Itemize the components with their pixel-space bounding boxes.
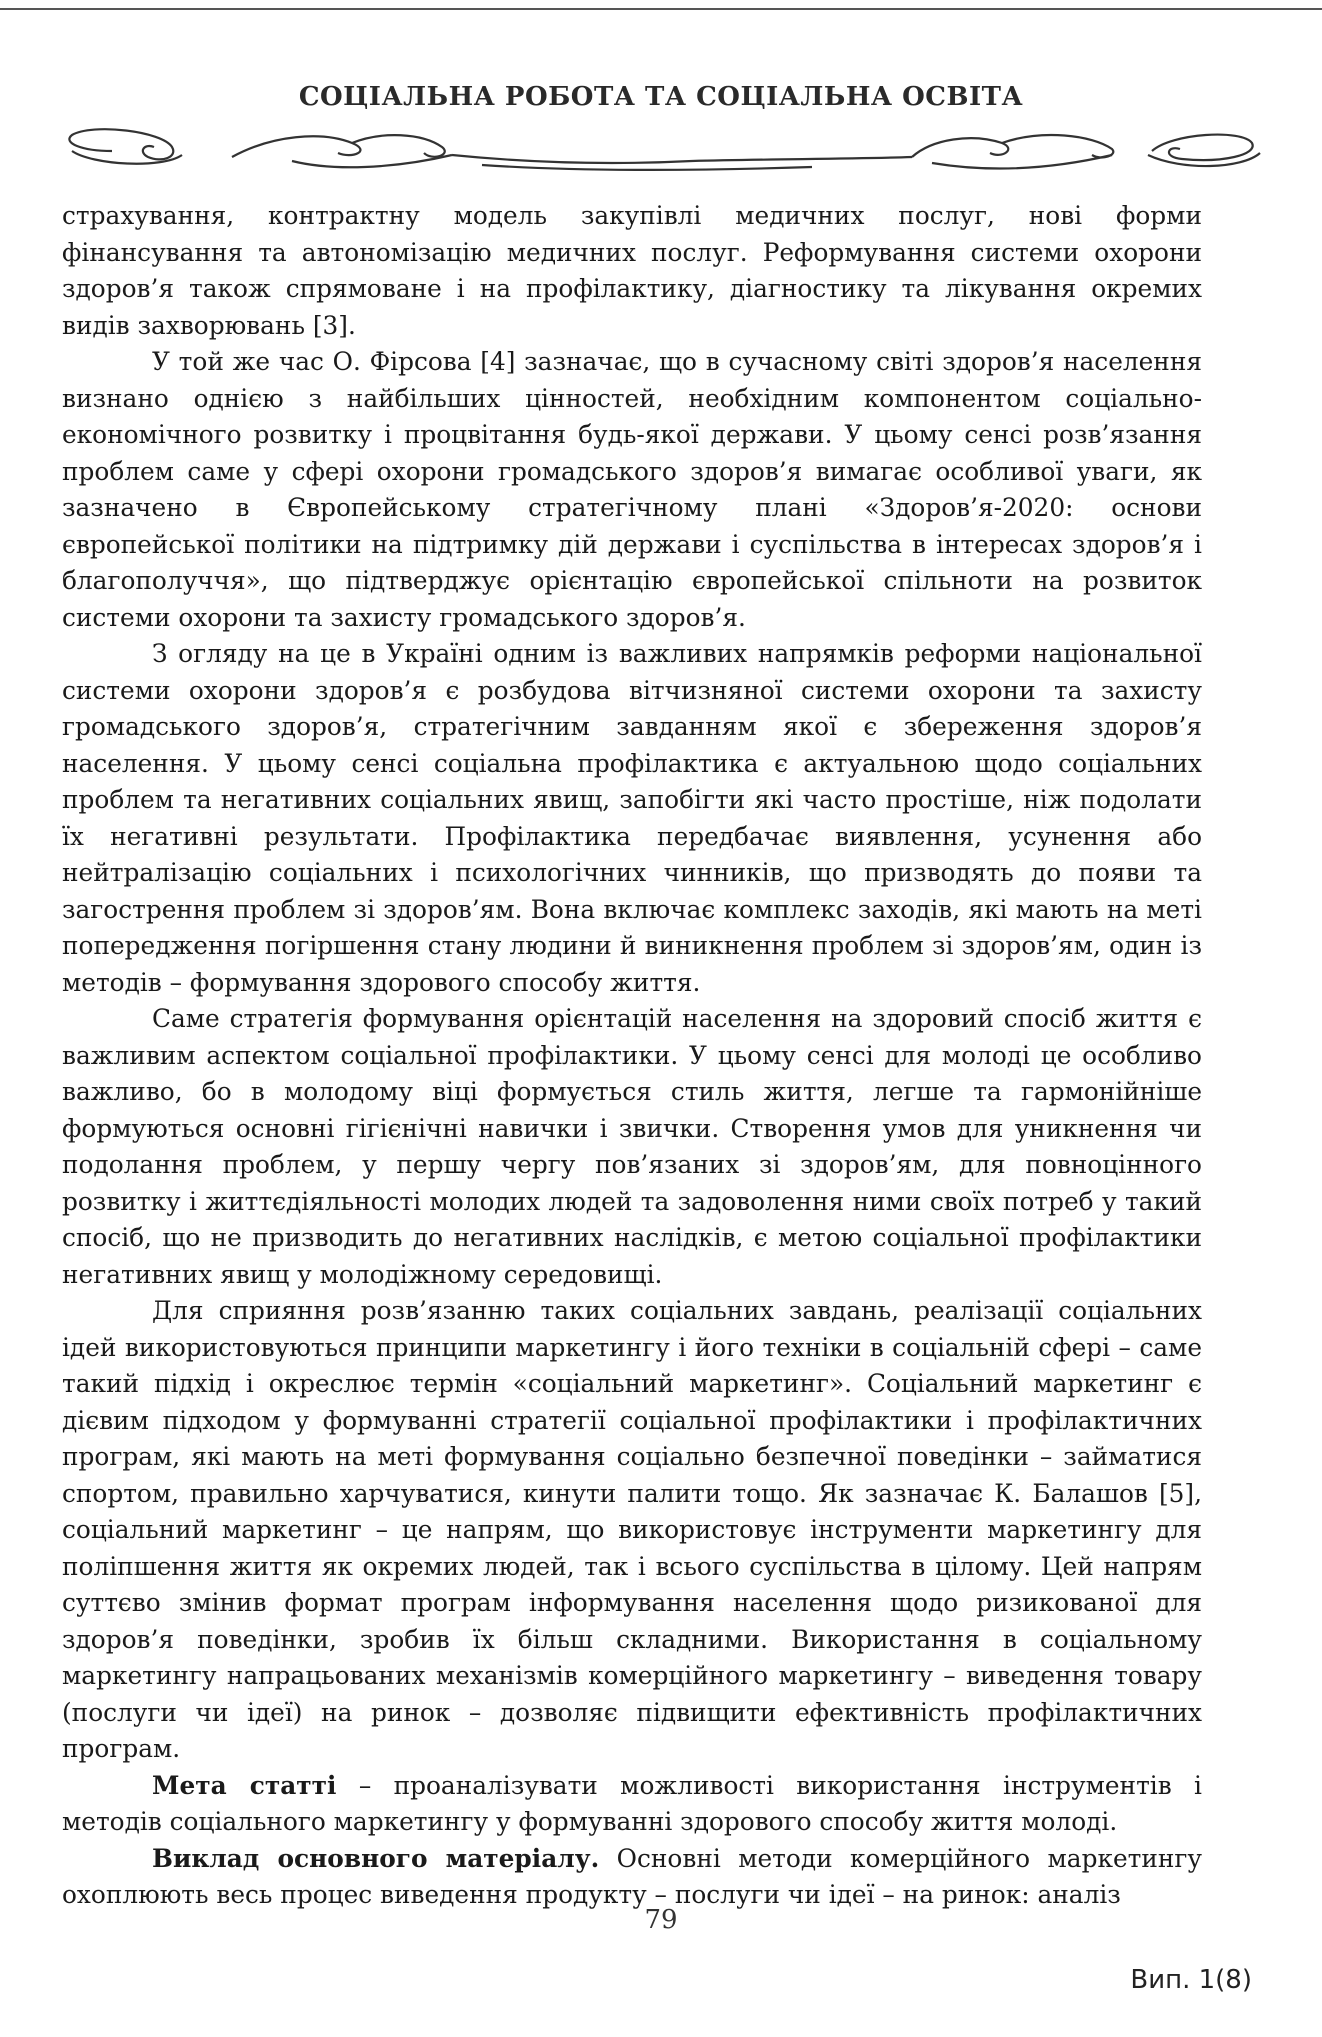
paragraph: страхування, контрактну модель закупівлі медичних послуг, нові форми фінансування та автономізацію медичних послуг. Реформування системи охорони здоров’я також спрямоване і на профілактику, діагностику та лікування окремих видів захворювань [3]. [62,201,1202,340]
paragraph-main-material [62,1841,1202,1914]
paragraph: Для сприяння розв’язанню таких соціальних завдань, реалізації соціальних ідей використовуються принципи маркетингу і його техніки в соціальній сфері – саме такий підхід і окреслює термін «соціальний маркетинг». Соціальний маркетинг є дієвим підходом у формуванні стратегії соціальної профілактики і профілактичних програм, які мають на меті формування соціально безпечної поведінки – займатися спортом, правильно харчуватися, кинути палити тощо. Як зазначає К. Балашов [5], соціальний маркетинг – це напрям, що використовує інструменти маркетингу для поліпшення життя як окремих людей, так і всього суспільства в цілому. Цей напрям суттєво змінив формат програм інформування населення щодо ризикованої для здоров’я поведінки, зробив їх більш складними. Використання в соціальному маркетингу напрацьованих механізмів комерційного маркетингу – виведення товару (послуги чи ідеї) на ринок – дозволяє підвищити ефективність профілактичних програм. [62,1296,1202,1763]
running-header: СОЦІАЛЬНА РОБОТА ТА СОЦІАЛЬНА ОСВІТА [298,82,1024,112]
issue-label: Вип. 1(8) [1130,1965,1252,1995]
paragraph: Саме стратегія формування орієнтацій населення на здоровий спосіб життя є важливим аспектом соціальної профілактики. У цьому сенсі для молоді це особливо важливо, бо в молодому віці формується стиль життя, легше та гармонійніше формуються основні гігієнічні навички і звички. Створення умов для уникнення чи подолання проблем, у першу чергу пов’язаних зі здоров’ям, для повноцінного розвитку і життєдіяльності молодих людей та задоволення ними своїх потреб у такий спосіб, що не призводить до негативних наслідків, є метою соціальної профілактики негативних явищ у молодіжному середовищі. [62,1004,1202,1289]
article-body [62,198,1202,1914]
page-number: 79 [644,1905,678,1935]
main-material-text: Основні методи комерційного маркетингу охоплюють весь процес виведення продукту – послуги чи ідеї – на ринок: аналіз [62,1843,1202,1909]
paragraph: З огляду на це в Україні одним із важливих напрямків реформи національної системи охорони здоров’я є розбудова вітчизняної системи охорони та захисту громадського здоров’я, стратегічним завданням якої є збереження здоров’я населення. У цьому сенсі соціальна профілактика є актуальною щодо соціальних проблем та негативних соціальних явищ, запобігти які часто простіше, ніж подолати їх негативні результати. Профілактика передбачає виявлення, усунення або нейтралізацію соціальних і психологічних чинників, що призводять до появи та загострення проблем зі здоров’ям. Вона включає комплекс заходів, які мають на меті попередження погіршення стану людини й виникнення проблем зі здоров’ям, один із методів – формування здорового способу життя. [62,639,1202,997]
paragraph-aim [62,1768,1202,1841]
paragraph: У той же час О. Фірсова [4] зазначає, що в сучасному світі здоров’я населення визнано однією з найбільших цінностей, необхідним компонентом соціально-економічного розвитку і процвітання будь-якої держави. У цьому сенсі розв’язання проблем саме у сфері охорони громадського здоров’я вимагає особливої уваги, як зазначено в Європейському стратегічному плані «Здоров’я-2020: основи європейської політики на підтримку дій держави і суспільства в інтересах здоров’я і благополуччя», що підтверджує орієнтацію європейської спільноти на розвиток системи охорони та захисту громадського здоров’я. [62,347,1202,632]
header-ornament [52,125,1270,177]
aim-text: – проаналізувати можливості використання інструментів і методів соціального маркетингу у формуванні здорового способу життя молоді. [62,1770,1202,1836]
aim-label: Мета статті [152,1770,337,1800]
main-material-label: Виклад основного матеріалу. [152,1843,600,1873]
top-rule [0,8,1322,10]
